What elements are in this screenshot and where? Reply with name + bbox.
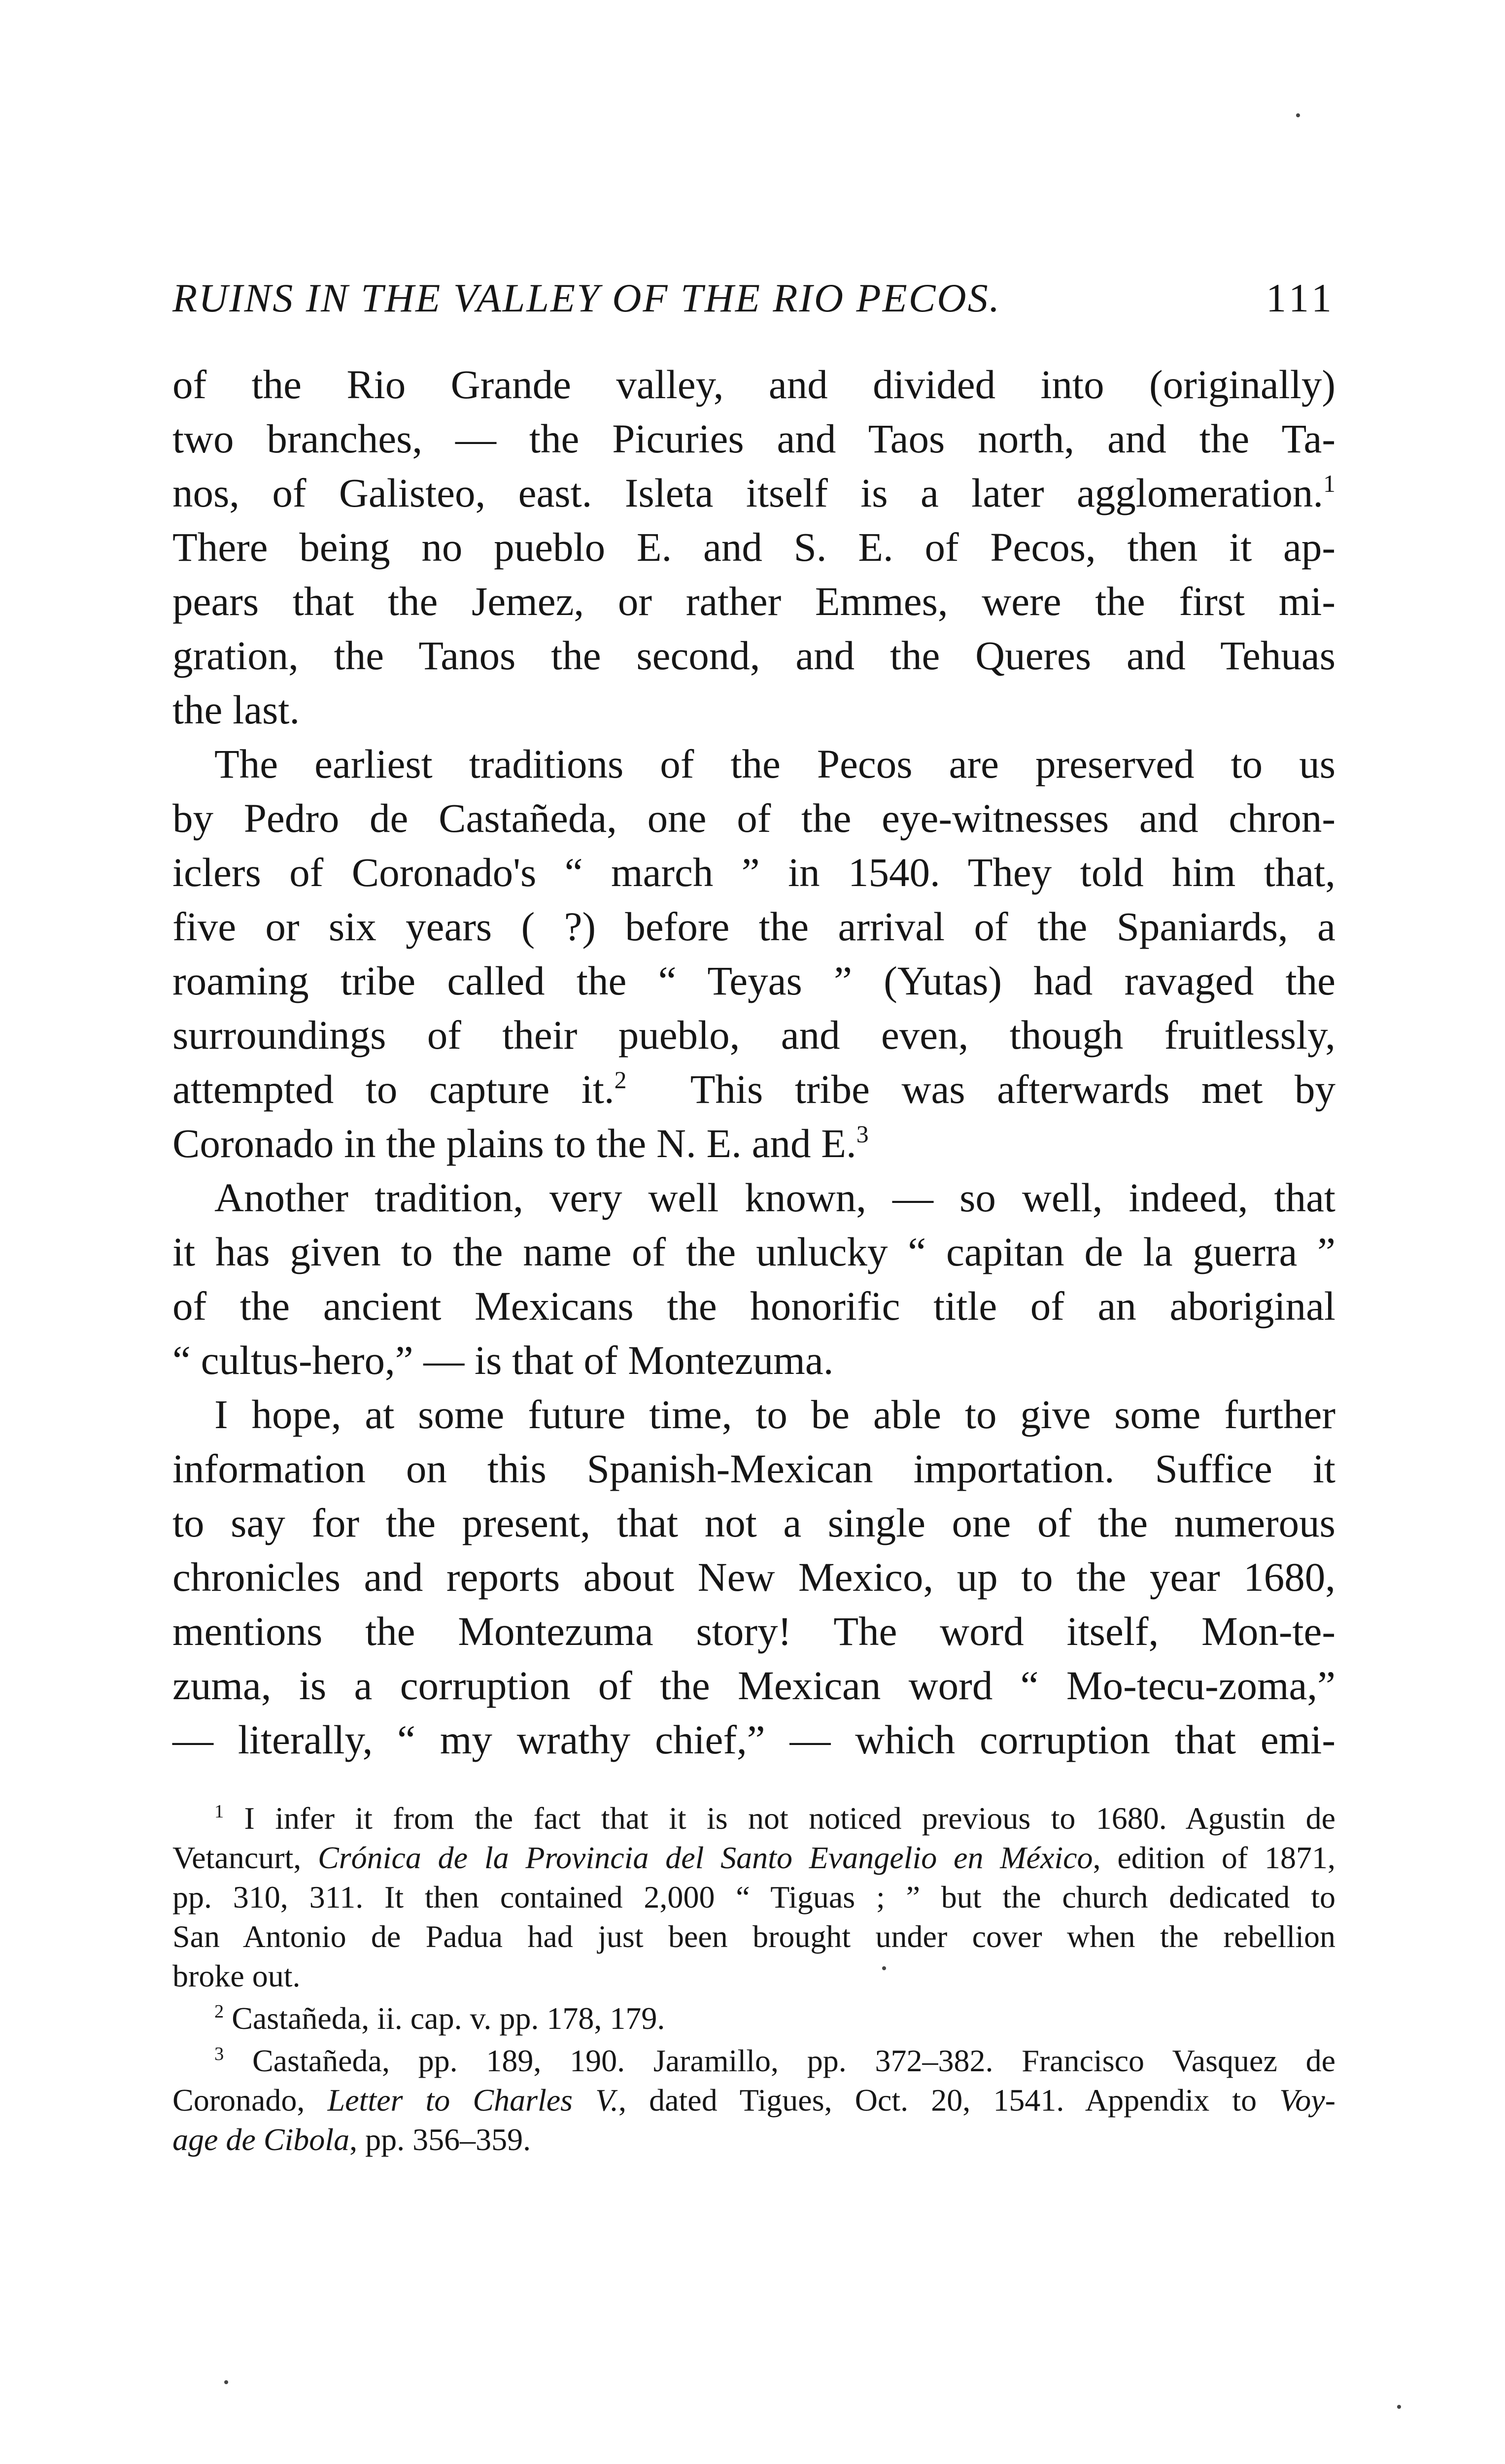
text-line: Another tradition, very well known, — so well, indeed, that (214, 1175, 1335, 1220)
paragraph-3 (172, 1170, 1335, 1387)
text-line: “ cultus-hero,” — is that of Montezuma. (172, 1337, 834, 1383)
footnote-line: San Antonio de Padua had just been brought under cover when the rebellion (172, 1919, 1335, 1954)
footnote-title-italic: age de Cibola (172, 2122, 350, 2157)
paragraph-4 (172, 1387, 1335, 1767)
paper-speck (882, 1966, 886, 1970)
text-line (172, 1062, 1335, 1116)
footnotes (172, 1799, 1335, 2162)
text-line: zuma, is a corruption of the Mexican word “ Mo-tecu-zoma,” (172, 1663, 1335, 1708)
text-line: pears that the Jemez, or rather Emmes, were the first mi- (172, 579, 1335, 624)
paragraph-1 (172, 357, 1335, 737)
footnote-line: broke out. (172, 1958, 301, 1993)
text-line: chronicles and reports about New Mexico, up to the year 1680, (172, 1554, 1335, 1600)
footnote-ref-1: 1 (1323, 470, 1335, 498)
footnote-2 (172, 1999, 1335, 2038)
footnote-mark: 2 (214, 2001, 224, 2022)
footnote-text: , dated Tigues, Oct. 20, 1541. Appendix to (618, 2083, 1280, 2118)
footnote-line (172, 1838, 1335, 1878)
text-line: by Pedro de Castañeda, one of the eye-witnesses and chron- (172, 795, 1335, 841)
paper-speck (224, 2380, 228, 2384)
footnote-3 (172, 2041, 1335, 2159)
text-line: roaming tribe called the “ Teyas ” (Yutas) had ravaged the (172, 958, 1335, 1003)
paper-speck (1397, 2405, 1401, 2409)
text-line: to say for the present, that not a single one of the numerous (172, 1500, 1335, 1545)
body-text (172, 357, 1335, 1767)
footnote-text: , pp. 356–359. (349, 2122, 531, 2157)
text-line: — literally, “ my wrathy chief,” — which corruption that emi- (172, 1717, 1335, 1762)
text-line (172, 1116, 1335, 1170)
footnote-mark: 3 (214, 2043, 224, 2064)
footnote-ref-2: 2 (614, 1066, 627, 1094)
footnote-title-italic: Letter to Charles V. (327, 2083, 619, 2118)
footnote-text: , edition of 1871, (1093, 1840, 1336, 1875)
text-line (172, 466, 1335, 520)
footnote-text: Coronado, (172, 2083, 328, 2118)
footnote-line (172, 2081, 1335, 2120)
footnote-title-italic: Voy- (1279, 2083, 1336, 2118)
text-line: There being no pueblo E. and S. E. of Pecos, then it ap- (172, 524, 1335, 570)
footnote-text: Castañeda, pp. 189, 190. Jaramillo, pp. 372–382. Francisco Vasquez de (252, 2043, 1336, 2078)
running-head-title: RUINS IN THE VALLEY OF THE RIO PECOS. (172, 275, 1001, 320)
footnote-title-italic: Crónica de la Provincia del Santo Evangelio en México (318, 1840, 1093, 1875)
text-line-content: attempted to capture it. (172, 1066, 615, 1112)
text-line-content: This tribe was afterwards met by (690, 1066, 1336, 1112)
text-line: of the Rio Grande valley, and divided into (originally) (172, 362, 1335, 407)
text-line: mentions the Montezuma story! The word itself, Mon-te- (172, 1608, 1335, 1654)
text-line: five or six years ( ?) before the arrival of the Spaniards, a (172, 904, 1335, 949)
paragraph-2 (172, 737, 1335, 1170)
footnote-text: Vetancurt, (172, 1840, 318, 1875)
text-line: the last. (172, 687, 300, 732)
footnote-line (172, 1799, 1335, 1838)
text-line-content: nos, of Galisteo, east. Isleta itself is a later agglomeration. (172, 470, 1324, 515)
page-number: 111 (1266, 275, 1335, 320)
footnote-text: I infer it from the fact that it is not noticed previous to 1680. Agustin de (244, 1801, 1336, 1836)
footnote-line (172, 1999, 1335, 2038)
text-line: surroundings of their pueblo, and even, though fruitlessly, (172, 1012, 1335, 1058)
text-line-content: Coronado in the plains to the N. E. and E. (172, 1121, 856, 1166)
footnote-line (172, 2041, 1335, 2081)
text-line: I hope, at some future time, to be able to give some further (214, 1392, 1335, 1437)
text-line: gration, the Tanos the second, and the Queres and Tehuas (172, 633, 1335, 678)
text-line: it has given to the name of the unlucky “ capitan de la guerra ” (172, 1229, 1335, 1274)
text-line: two branches, — the Picuries and Taos north, and the Ta- (172, 416, 1335, 461)
text-line: iclers of Coronado's “ march ” in 1540. They told him that, (172, 850, 1335, 895)
paper-speck (1296, 113, 1300, 117)
footnote-line: pp. 310, 311. It then contained 2,000 “ Tiguas ; ” but the church dedicated to (172, 1880, 1335, 1915)
footnote-line (172, 2120, 1335, 2159)
running-head (172, 266, 1335, 330)
text-line: of the ancient Mexicans the honorific title of an aboriginal (172, 1283, 1335, 1329)
footnote-text: Castañeda, ii. cap. v. pp. 178, 179. (232, 2001, 665, 2036)
footnote-mark: 1 (214, 1801, 224, 1822)
footnote-ref-3: 3 (856, 1121, 869, 1148)
text-line: information on this Spanish-Mexican importation. Suffice it (172, 1446, 1335, 1491)
text-line: The earliest traditions of the Pecos are preserved to us (214, 741, 1335, 787)
footnote-1 (172, 1799, 1335, 1996)
